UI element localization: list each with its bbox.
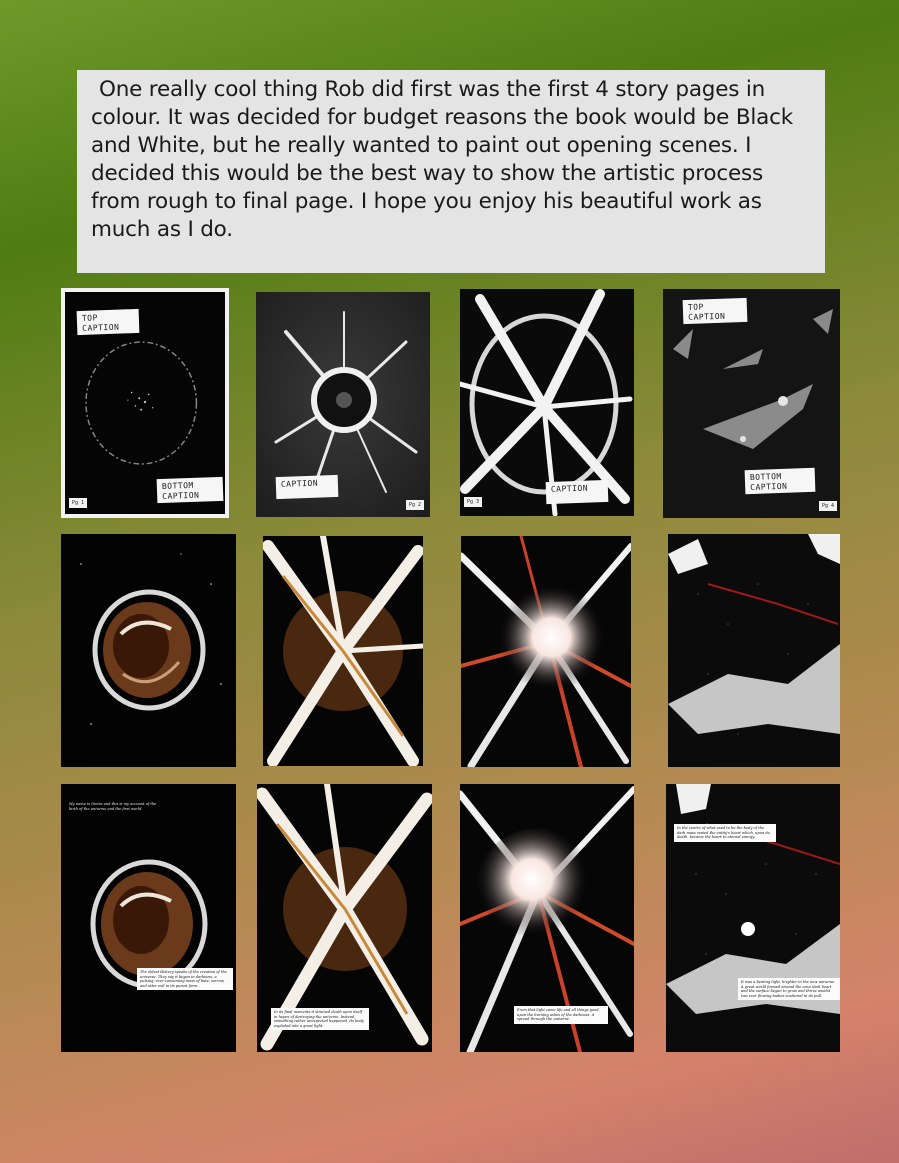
rough-page-3 <box>460 289 634 516</box>
final-page-1 <box>61 784 236 1052</box>
page-number-tag: Pg 3 <box>464 497 482 507</box>
final-page-4 <box>666 784 840 1052</box>
page-number-tag: Pg 4 <box>819 501 837 511</box>
rough-page-4 <box>663 289 840 518</box>
final-page-3 <box>460 784 634 1052</box>
narration-bottom: It was a beating light, brighter in the new universe. A great world formed around the once dark heart and the surface began to grow and thrive amidst two ever flowing bodies scattered in its pull. <box>738 978 840 1000</box>
colour-page-3 <box>461 536 631 767</box>
colour-page-4-art <box>668 534 840 767</box>
intro-text-box <box>77 70 825 273</box>
rough-page-2 <box>256 292 430 517</box>
narration-top: In the centre of what used to be the body of the dark mass rested the entity's heart which, upon its death, became the heart to eternal energy. <box>674 824 776 842</box>
narration-bottom: In its final moments it strained death upon itself in hopes of destroying the universe. Instead, something rather unexpected happened. Its body exploded into a great light. <box>271 1008 369 1030</box>
narration-bottom: The oldest History speaks of the creation of the universe. They say it began in darkness, a pulsing, ever-consuming mass of hate, sorrow, and utter evil in its purest form. <box>137 968 233 990</box>
colour-page-3-art <box>461 536 631 767</box>
bottom-caption-box: BOTTOM CAPTION <box>157 477 224 503</box>
bottom-caption-box: BOTTOM CAPTION <box>745 468 816 494</box>
final-page-2 <box>257 784 432 1052</box>
caption-box: CAPTION <box>276 475 339 499</box>
page-number-tag: Pg 2 <box>406 500 424 510</box>
narration-top: My name is Oniria and this is my account of the birth of the universe and the first world. <box>69 802 157 811</box>
colour-page-1 <box>61 534 236 767</box>
rough-page-1 <box>61 288 229 518</box>
final-page-1-art <box>61 784 236 1052</box>
colour-page-2-art <box>263 536 423 766</box>
narration-bottom: From that light came life and all things good, upon the burning ashes of the darkness, it spread through the universe. <box>514 1006 608 1024</box>
top-caption-box: TOP CAPTION <box>683 298 748 324</box>
top-caption-box: TOP CAPTION <box>77 309 140 335</box>
colour-page-2 <box>263 536 423 766</box>
colour-page-1-art <box>61 534 236 767</box>
colour-page-4 <box>668 534 840 767</box>
intro-paragraph: One really cool thing Rob did first was the first 4 story pages in colour. It was decided for budget reasons the book would be Black and White, but he really wanted to paint out opening scenes. I decided this would be the best way to show the artistic process from rough to final page. I hope you enjoy his beautiful work as much as I do. <box>91 77 793 242</box>
caption-box: CAPTION <box>546 480 609 504</box>
page-number-tag: Pg 1 <box>69 498 87 508</box>
